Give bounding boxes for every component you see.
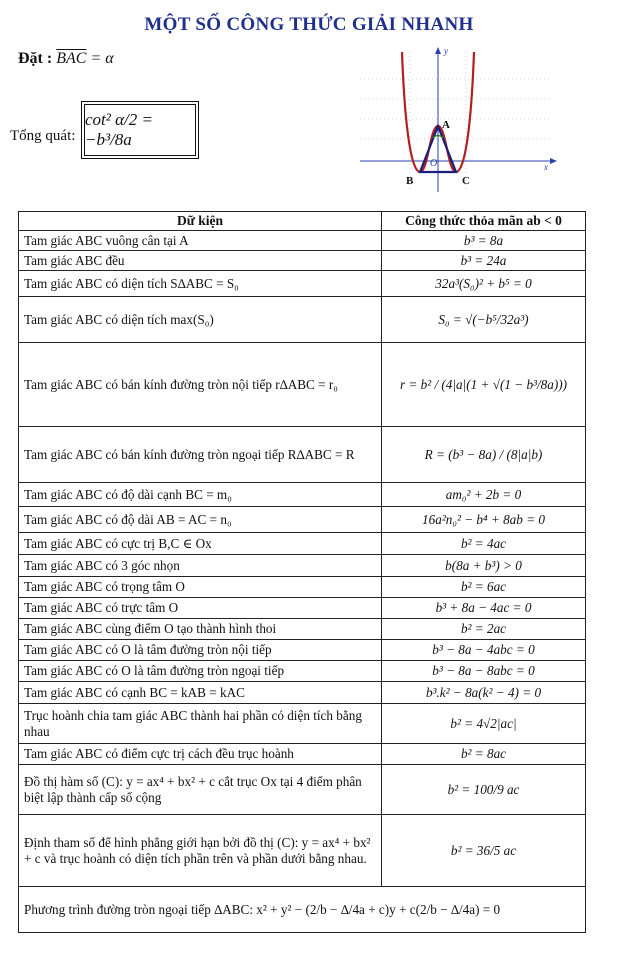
- row-formula: R = (b³ − 8a) / (8|a|b): [382, 427, 586, 483]
- row-formula: r = b² / (4|a|(1 + √(1 − b³/8a))): [382, 343, 586, 427]
- table-row: [19, 533, 586, 555]
- table-row: [19, 427, 586, 483]
- tong-quat-label: Tổng quát:: [10, 128, 76, 144]
- row-formula: b² = 8ac: [382, 744, 586, 765]
- row-formula: b² = 6ac: [382, 577, 586, 598]
- row-formula: 32a³(S₀)² + b⁵ = 0: [382, 271, 586, 297]
- row-formula: am₀² + 2b = 0: [382, 483, 586, 507]
- row-condition: Tam giác ABC có trực tâm O: [19, 598, 382, 619]
- row-condition: Tam giác ABC có điểm cực trị cách đều trục hoành: [19, 744, 382, 765]
- row-condition: Định tham số để hình phẳng giới hạn bởi đồ thị (C): y = ax⁴ + bx² + c và trục hoành có diện tích phần trên và phần dưới bằng nhau.: [19, 815, 382, 887]
- table-row: [19, 555, 586, 577]
- table-row: [19, 744, 586, 765]
- row-condition: Tam giác ABC cùng điểm O tạo thành hình thoi: [19, 619, 382, 640]
- table-row: [19, 619, 586, 640]
- row-formula: b² = 2ac: [382, 619, 586, 640]
- table-row: [19, 483, 586, 507]
- row-condition: Tam giác ABC có trọng tâm O: [19, 577, 382, 598]
- row-condition: Tam giác ABC có O là tâm đường tròn ngoại tiếp: [19, 661, 382, 682]
- graph-origin-label: O: [430, 158, 438, 169]
- row-condition: Tam giác ABC có cạnh BC = kAB = kAC: [19, 682, 382, 704]
- graph-x-label: x: [544, 162, 548, 172]
- row-formula: b³ + 8a − 4ac = 0: [382, 598, 586, 619]
- circle-equation: Phương trình đường tròn ngoại tiếp ∆ABC: x² + y² − (2/b − ∆/4a + c)y + c(2/b − ∆/4a) = 0: [19, 887, 586, 933]
- formula-table: [18, 211, 586, 933]
- row-condition: Tam giác ABC có cực trị B,C ∈ Ox: [19, 533, 382, 555]
- table-row: [19, 704, 586, 744]
- row-formula: b³.k² − 8a(k² − 4) = 0: [382, 682, 586, 704]
- table-row: [19, 297, 586, 343]
- table-row: [19, 343, 586, 427]
- row-formula: b³ − 8a − 8abc = 0: [382, 661, 586, 682]
- graph-point-a: A: [442, 119, 450, 131]
- row-condition: Tam giác ABC có độ dài cạnh BC = m₀: [19, 483, 382, 507]
- table-row: [19, 640, 586, 661]
- row-formula: b² = 4√2|ac|: [382, 704, 586, 744]
- graph-y-label: y: [444, 46, 448, 56]
- table-header-row: [19, 212, 586, 231]
- table-row: [19, 682, 586, 704]
- graph-point-c: C: [462, 175, 470, 187]
- row-condition: Tam giác ABC có 3 góc nhọn: [19, 555, 382, 577]
- row-formula: b² = 100/9 ac: [382, 765, 586, 815]
- row-condition: Tam giác ABC có O là tâm đường tròn nội tiếp: [19, 640, 382, 661]
- row-formula: b² = 36/5 ac: [382, 815, 586, 887]
- table-row-circle: [19, 887, 586, 933]
- row-formula: 16a²n₀² − b⁴ + 8ab = 0: [382, 507, 586, 533]
- row-condition: Tam giác ABC đều: [19, 251, 382, 271]
- row-formula: b(8a + b³) > 0: [382, 555, 586, 577]
- graph-point-b: B: [406, 175, 414, 187]
- table-body: [19, 231, 586, 933]
- row-formula: b³ = 8a: [382, 231, 586, 251]
- dat-angle: $\overline{BAC}$: [56, 50, 87, 67]
- table-row: [19, 815, 586, 887]
- row-condition: Tam giác ABC có bán kính đường tròn ngoại tiếp R∆ABC = R: [19, 427, 382, 483]
- dat-rest: = α: [90, 50, 114, 67]
- tong-quat-formula: cot² α/2 = −b³/8a: [84, 104, 196, 156]
- row-formula: b² = 4ac: [382, 533, 586, 555]
- dat-line: [18, 50, 114, 68]
- table-row: [19, 577, 586, 598]
- row-condition: Tam giác ABC có độ dài AB = AC = n₀: [19, 507, 382, 533]
- row-condition: Tam giác ABC vuông cân tại A: [19, 231, 382, 251]
- table-row: [19, 598, 586, 619]
- row-condition: Tam giác ABC có diện tích S∆ABC = S₀: [19, 271, 382, 297]
- row-condition: Tam giác ABC có diện tích max(S₀): [19, 297, 382, 343]
- table-row: [19, 251, 586, 271]
- table-row: [19, 661, 586, 682]
- row-condition: Trục hoành chia tam giác ABC thành hai phần có diện tích bằng nhau: [19, 704, 382, 744]
- row-formula: b³ = 24a: [382, 251, 586, 271]
- table-row: [19, 765, 586, 815]
- table-row: [19, 271, 586, 297]
- dat-label: Đặt :: [18, 50, 53, 67]
- row-formula: b³ − 8a − 4abc = 0: [382, 640, 586, 661]
- header-formula: Công thức thỏa mãn ab < 0: [382, 212, 586, 231]
- table-row: [19, 231, 586, 251]
- function-graph: [360, 44, 560, 194]
- row-condition: Tam giác ABC có bán kính đường tròn nội tiếp r∆ABC = r₀: [19, 343, 382, 427]
- header-condition: Dữ kiện: [19, 212, 382, 231]
- table-row: [19, 507, 586, 533]
- page-title: MỘT SỐ CÔNG THỨC GIẢI NHANH: [144, 14, 474, 35]
- row-condition: Đồ thị hàm số (C): y = ax⁴ + bx² + c cắt trục Ox tại 4 điểm phân biệt lập thành cấp số cộng: [19, 765, 382, 815]
- row-formula: S₀ = √(−b⁵/32a³): [382, 297, 586, 343]
